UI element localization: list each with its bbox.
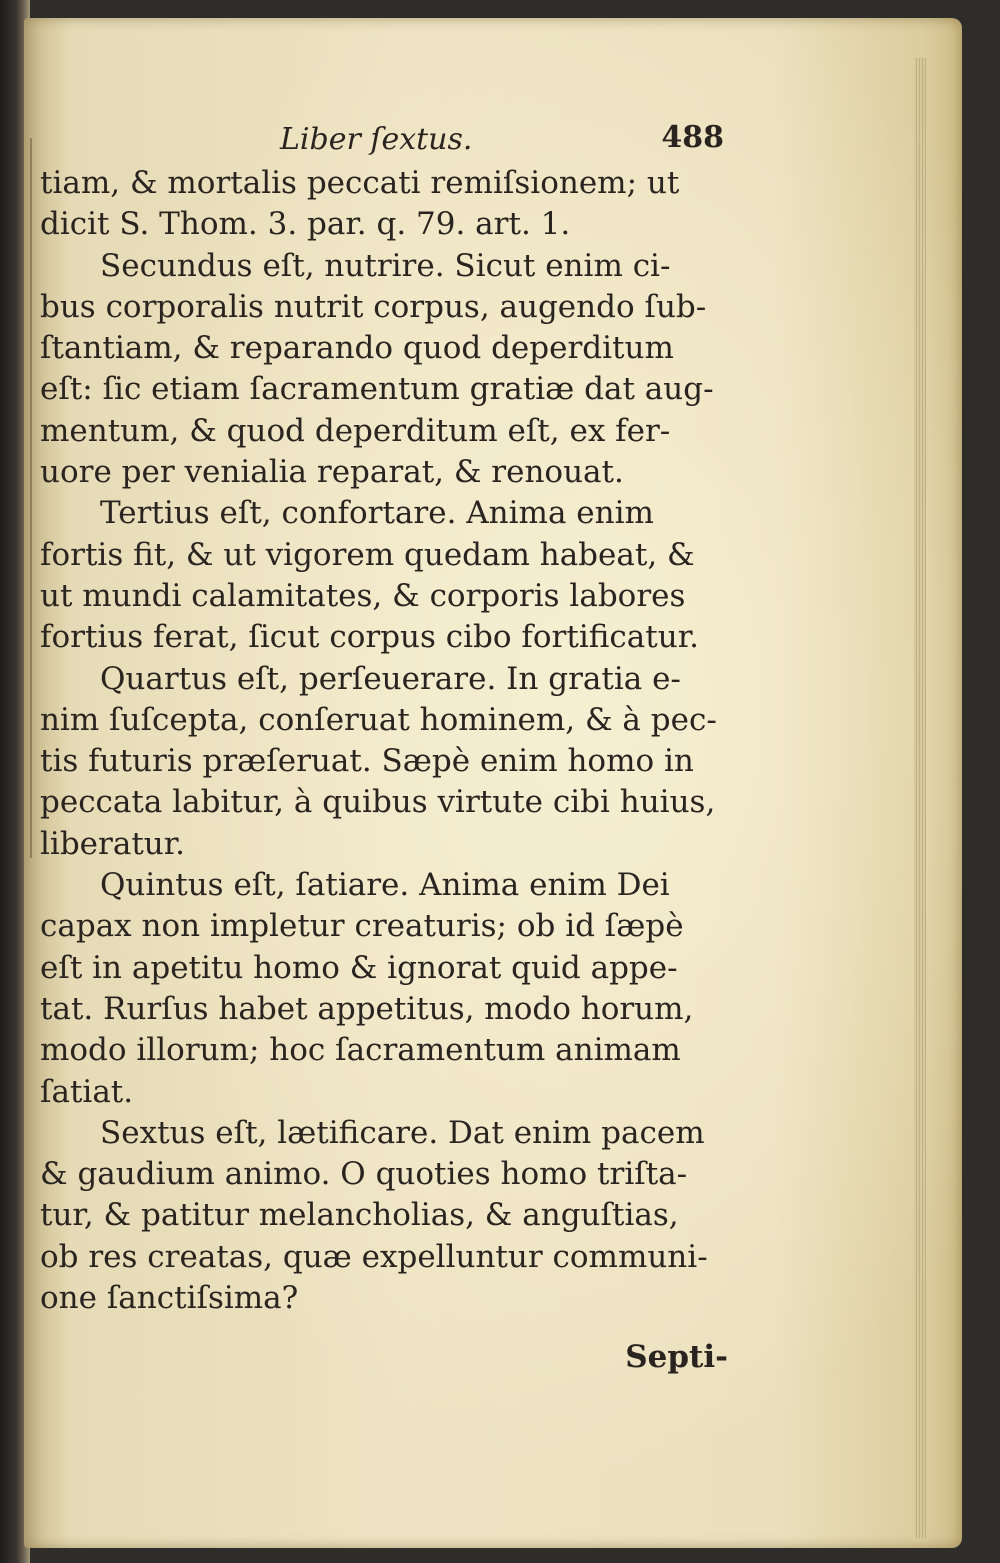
text-line: Quartus eſt, perſeuerare. In gratia e-	[100, 660, 681, 697]
page-leaf	[24, 18, 962, 1548]
text-line: Tertius eſt, confortare. Anima enim	[100, 495, 654, 532]
text-line: tiam, & mortalis peccati remiſsionem; ut	[40, 165, 680, 201]
page-edges	[914, 58, 926, 1538]
text-line: tis futuris præſeruat. Sæpè enim homo in	[40, 743, 694, 780]
text-line: uore per venialia reparat, & renouat.	[40, 454, 624, 491]
text-line: modo illorum; hoc ſacramentum animam	[40, 1032, 681, 1069]
catchword: Septi-	[625, 1339, 728, 1376]
margin-rule	[30, 138, 32, 858]
text-line: Quintus eſt, ſatiare. Anima enim Dei	[100, 867, 670, 904]
text-line: Secundus eſt, nutrire. Sicut enim ci-	[100, 247, 671, 284]
text-line: mentum, & quod deperditum eſt, ex fer-	[40, 412, 671, 449]
text-line: capax non impletur creaturis; ob id ſæpè	[40, 908, 684, 945]
text-line: dicit S. Thom. 3. par. q. 79. art. 1.	[40, 206, 571, 243]
text-line: ob res creatas, quæ expelluntur communi-	[40, 1238, 708, 1275]
body-text	[40, 163, 730, 1379]
text-line: eſt: ſic etiam ſacramentum gratiæ dat aug-	[40, 371, 714, 408]
text-line: ſatiat.	[40, 1073, 134, 1110]
text-line: ſtantiam, & reparando quod deperditum	[40, 330, 674, 367]
text-line: Sextus eſt, lætificare. Dat enim pacem	[100, 1114, 705, 1151]
text-line: peccata labitur, à quibus virtute cibi huius,	[40, 784, 716, 821]
text-line: fortis fit, & ut vigorem quedam habeat, &	[40, 536, 695, 573]
text-line: & gaudium animo. O quoties homo triſta-	[40, 1156, 688, 1193]
text-line: nim ſuſcepta, conſeruat hominem, & à pec-	[40, 701, 717, 738]
running-title: Liber ſextus.	[280, 122, 473, 157]
text-line: one ſanctiſsima?	[40, 1280, 299, 1317]
text-line: fortius ferat, ſicut corpus cibo fortificatur.	[40, 619, 699, 656]
text-line: eſt in apetitu homo & ignorat quid appe-	[40, 949, 678, 986]
text-line: liberatur.	[40, 825, 186, 862]
text-line: tur, & patitur melancholias, & anguſtias,	[40, 1197, 679, 1234]
running-head	[40, 120, 730, 160]
page-number: 488	[661, 120, 724, 155]
text-line: tat. Rurſus habet appetitus, modo horum,	[40, 990, 694, 1027]
text-line: ut mundi calamitates, & corporis labores	[40, 577, 686, 614]
text-line: bus corporalis nutrit corpus, augendo ſub-	[40, 288, 707, 325]
